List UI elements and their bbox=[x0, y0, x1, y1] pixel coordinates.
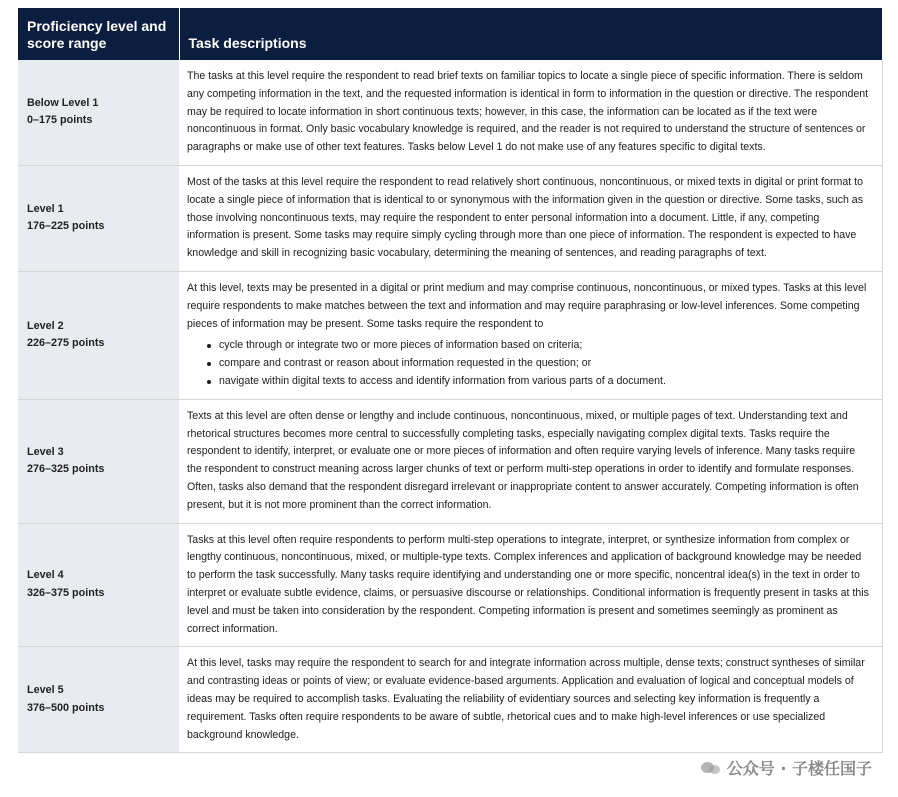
table-body bbox=[18, 60, 882, 753]
header-row bbox=[18, 8, 882, 60]
level-cell bbox=[18, 165, 179, 271]
bullet-item: navigate within digital texts to access and identify information from various parts of a document. bbox=[219, 373, 872, 391]
description-cell bbox=[179, 165, 882, 271]
bullet-item: compare and contrast or reason about information requested in the question; or bbox=[219, 355, 872, 373]
score-range: 176–225 points bbox=[27, 220, 105, 233]
level-name: Level 1 bbox=[27, 202, 64, 215]
description-cell bbox=[179, 399, 882, 523]
table-row bbox=[18, 399, 882, 523]
level-cell bbox=[18, 271, 179, 399]
table-row bbox=[18, 523, 882, 647]
level-cell bbox=[18, 523, 179, 647]
wechat-icon bbox=[701, 760, 721, 776]
table-row bbox=[18, 271, 882, 399]
score-range: 0–175 points bbox=[27, 114, 93, 127]
header-task-descriptions: Task descriptions bbox=[179, 8, 882, 60]
description-cell bbox=[179, 60, 882, 165]
bullet-item: cycle through or integrate two or more pieces of information based on criteria; bbox=[219, 337, 872, 355]
score-range: 276–325 points bbox=[27, 463, 105, 476]
description-text: Most of the tasks at this level require the respondent to read relatively short continuous, noncontinuous, or mixed texts in digital or print format to locate a single piece of information that is identical to or synonymous with the information given in the question or directive. Some tasks, such as those involving noncontinuous texts, may require the respondent to enter personal information into a document. Little, if any, competing information is present. Some tasks may require simply cycling through more than one piece of information. The respondent is expected to have knowledge and skill in recognizing basic vocabulary, determining the meaning of sentences, and reading paragraphs of text. bbox=[187, 175, 863, 260]
bullet-list bbox=[187, 337, 872, 390]
header-proficiency: Proficiency level and score range bbox=[18, 8, 179, 60]
level-name: Level 4 bbox=[27, 569, 64, 582]
table-row bbox=[18, 647, 882, 753]
level-cell bbox=[18, 60, 179, 165]
description-text: The tasks at this level require the respondent to read brief texts on familiar topics to locate a single piece of specific information. There is seldom any competing information in the text, and the requested information is identical in form to information in the question or directive. The respondent may be required to locate information in short continuous texts; however, in this case, the information can be located as if the text were noncontinuous in format. Only basic vocabulary knowledge is required, and the reader is not required to understand the structure of sentences or paragraphs or make use of other text features. Tasks below Level 1 do not make use of any features specific to digital texts. bbox=[187, 70, 869, 154]
level-name: Level 5 bbox=[27, 684, 64, 697]
description-cell bbox=[179, 523, 882, 647]
description-cell bbox=[179, 271, 882, 399]
level-name: Level 3 bbox=[27, 445, 64, 458]
score-range: 226–275 points bbox=[27, 337, 105, 350]
level-name: Level 2 bbox=[27, 319, 64, 332]
score-range: 326–375 points bbox=[27, 586, 105, 599]
level-name: Below Level 1 bbox=[27, 96, 99, 109]
description-cell bbox=[179, 647, 882, 753]
description-text: At this level, texts may be presented in a digital or print medium and may comprise continuous, noncontinuous, or mixed types. Tasks at this level require respondents to make matches between the text and information and may require paraphrasing or low-level inferences. Some competing pieces of information may be present. Some tasks require the respondent to bbox=[187, 281, 867, 330]
description-text: Tasks at this level often require respondents to perform multi-step operations to integrate, interpret, or synthesize information from complex or lengthy continuous, noncontinuous, mixed, or multiple-type texts. Complex inferences and application of background knowledge may be needed to perform the task successfully. Many tasks require identifying and understanding one or more specific, noncentral idea(s) in the text in order to interpret or evaluate subtle evidence, claims, or persuasive discourse or relationships. Conditional information is frequently present in tasks at this level and must be taken into consideration by the respondent. Competing information is present and sometimes seemingly as prominent as correct information. bbox=[187, 533, 869, 635]
watermark bbox=[701, 756, 872, 779]
score-range: 376–500 points bbox=[27, 701, 105, 714]
watermark-text: 公众号 · 子楼任国子 bbox=[726, 759, 872, 778]
level-cell bbox=[18, 399, 179, 523]
level-cell bbox=[18, 647, 179, 753]
proficiency-table bbox=[18, 8, 883, 753]
description-text: Texts at this level are often dense or lengthy and include continuous, noncontinuous, mixed, or multiple pages of text. Understanding text and rhetorical structures becomes more central to successfully completing tasks, especially navigating complex digital texts. Tasks require the respondent to identify, interpret, or evaluate one or more pieces of information and often require varying levels of inference. Many tasks require the respondent to construct meaning across larger chunks of text or perform multi-step operations in order to identify and formulate responses. Often, tasks also demand that the respondent disregard irrelevant or inappropriate content to answer accurately. Competing information is often present, but it is not more prominent than the correct information. bbox=[187, 409, 859, 511]
table-row bbox=[18, 60, 882, 165]
table-row bbox=[18, 165, 882, 271]
description-text: At this level, tasks may require the respondent to search for and integrate information across multiple, dense texts; construct syntheses of similar and contrasting ideas or points of view; or evaluate evidence-based arguments. Application and evaluation of logical and conceptual models of ideas may be required to accomplish tasks. Evaluating the reliability of evidentiary sources and selecting key information is frequently a requirement. Tasks often require respondents to be aware of subtle, rhetorical cues and to make high-level inferences or use specialized background knowledge. bbox=[187, 657, 865, 741]
